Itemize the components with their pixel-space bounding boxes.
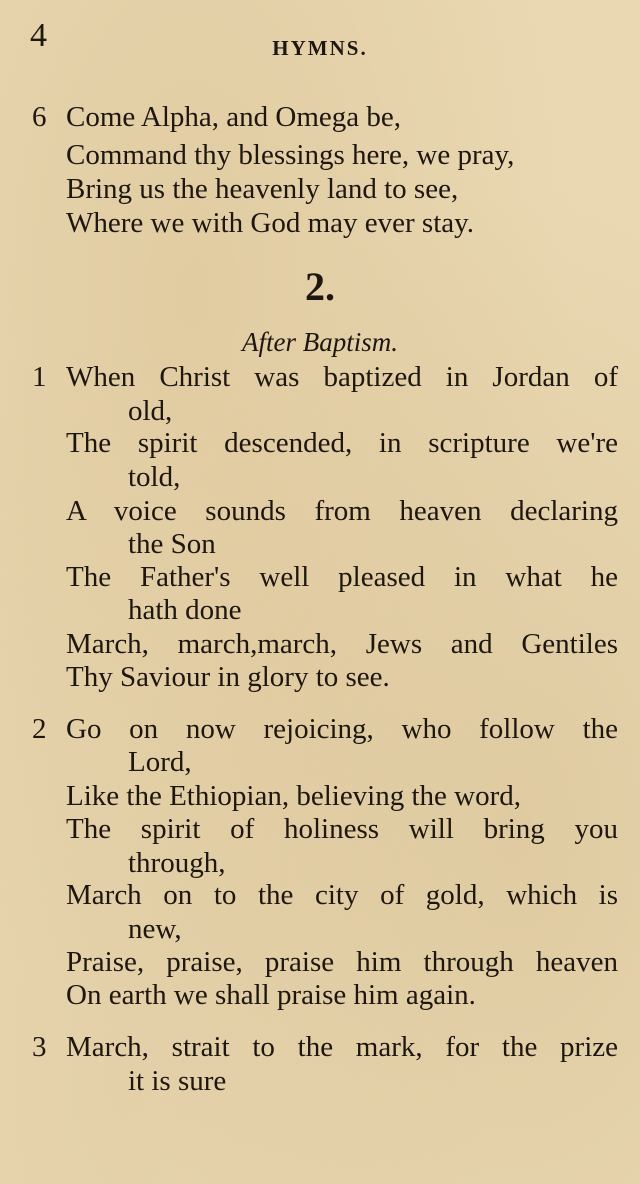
verse-line: through, xyxy=(128,847,226,879)
verse-line: hath done xyxy=(128,594,242,626)
stanza-line: Where we with God may ever stay. xyxy=(66,207,474,239)
verse-line: Thy Saviour in glory to see. xyxy=(66,661,390,693)
hymn-number: 2. xyxy=(305,264,335,309)
verse-line: March on to the city of gold, which is xyxy=(66,879,618,911)
verse-line: On earth we shall praise him again. xyxy=(66,979,476,1011)
hymn-title: After Baptism. xyxy=(242,327,398,357)
stanza-line: Bring us the heavenly land to see, xyxy=(66,173,459,205)
stanza-number: 6 xyxy=(32,101,47,133)
running-head: HYMNS. xyxy=(272,36,368,60)
verse-line: March, strait to the mark, for the prize xyxy=(66,1031,618,1063)
verse-line: Go on now rejoicing, who follow the xyxy=(66,713,618,745)
verse-line: Like the Ethiopian, believing the word, xyxy=(66,780,522,812)
verse-line: Praise, praise, praise him through heaven xyxy=(66,946,618,978)
stanza-line: Command thy blessings here, we pray, xyxy=(66,139,515,171)
verse-line: March, march,march, Jews and Gentiles xyxy=(66,628,618,660)
verse-line: Lord, xyxy=(128,746,192,778)
verse-line: old, xyxy=(128,395,173,427)
verse-line: The spirit descended, in scripture we're xyxy=(66,427,618,459)
verse-line: told, xyxy=(128,461,181,493)
verse-line: it is sure xyxy=(128,1065,227,1097)
verse-line: A voice sounds from heaven declaring xyxy=(66,495,618,527)
verse-line: When Christ was baptized in Jordan of xyxy=(66,361,618,393)
verse-line: The Father's well pleased in what he xyxy=(66,561,618,593)
verse-number: 1 xyxy=(32,361,47,393)
stanza-line: Come Alpha, and Omega be, xyxy=(66,101,402,133)
verse-number: 3 xyxy=(32,1031,47,1063)
verse-line: new, xyxy=(128,913,182,945)
verse-line: the Son xyxy=(128,528,216,560)
page-number: 4 xyxy=(30,17,47,54)
verse-number: 2 xyxy=(32,713,47,745)
verse-line: The spirit of holiness will bring you xyxy=(66,813,618,845)
